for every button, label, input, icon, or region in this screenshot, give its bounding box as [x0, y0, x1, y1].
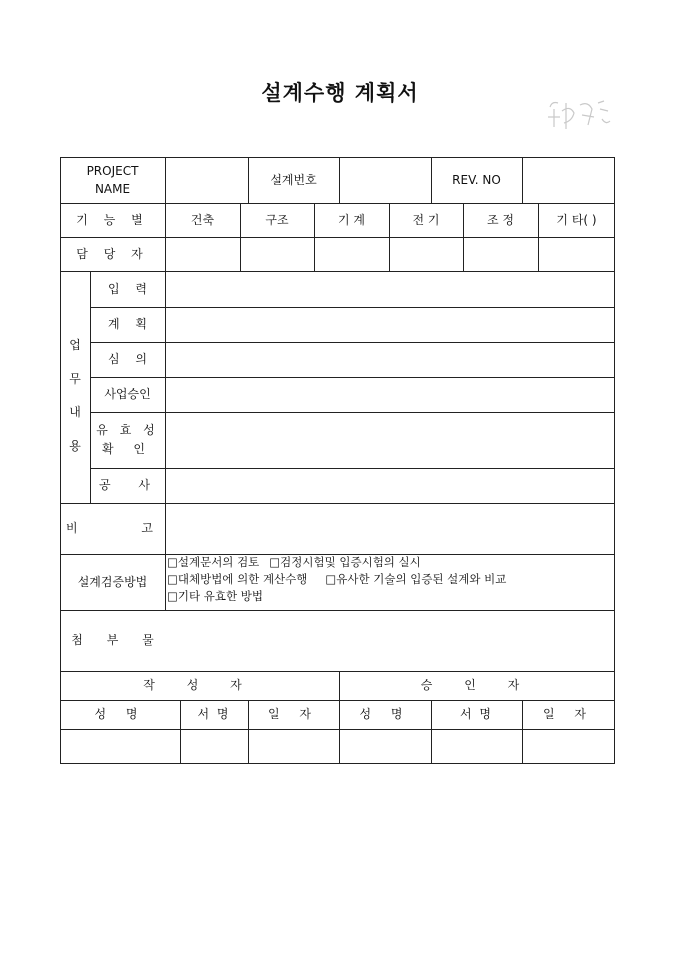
manager-label: 담 당 자: [76, 246, 149, 261]
approver-sign-header: 서 명: [460, 707, 493, 721]
work-row-input-label: 입 력: [108, 281, 153, 296]
author-date-field[interactable]: [249, 730, 339, 763]
work-row-planning-label: 계 획: [108, 317, 153, 331]
discipline-mechanical: 기 계: [338, 212, 365, 227]
attachments-label: 첨 부 물: [71, 633, 164, 647]
option-alternative-calculation[interactable]: □대체방법에 의한 계산수행: [167, 572, 308, 586]
work-row-review-label: 심 의: [108, 352, 153, 366]
work-row-construction-field[interactable]: [166, 469, 614, 503]
verification-label: 설계검증방법: [77, 574, 148, 589]
validity-label-line2: 확 인: [102, 442, 153, 456]
work-label-char-2: 무: [69, 371, 81, 386]
approver-name-field[interactable]: [340, 730, 431, 763]
document-title: 설계수행 계획서: [261, 80, 419, 105]
work-row-input-field[interactable]: [166, 272, 614, 307]
project-name-field[interactable]: [166, 158, 248, 203]
validity-label-line1: 유 효 성: [96, 423, 159, 437]
rev-no-label: REV. NO: [452, 172, 501, 187]
author-name-header: 성 명: [94, 707, 146, 721]
manager-electrical-field[interactable]: [390, 238, 463, 271]
rev-no-field[interactable]: [523, 158, 614, 203]
remarks-field[interactable]: [166, 504, 614, 554]
approver-date-header: 일 자: [543, 707, 594, 721]
manager-structure-field[interactable]: [241, 238, 314, 271]
work-label-char-1: 업: [69, 338, 81, 352]
discipline-architecture: 건축: [190, 212, 215, 227]
attachments-field[interactable]: [166, 611, 614, 671]
project-name-line1: PROJECT: [86, 164, 139, 178]
author-sign-header: 서 명: [197, 707, 231, 721]
work-row-approval-field[interactable]: [166, 378, 614, 412]
project-name-line2: NAME: [94, 182, 131, 196]
discipline-label: 기 능 별: [76, 212, 149, 227]
design-no-field[interactable]: [340, 158, 431, 203]
author-header: 작 성 자: [143, 678, 256, 692]
discipline-electrical: 전 기: [412, 212, 440, 227]
approver-date-field[interactable]: [523, 730, 614, 763]
work-label-char-3: 내: [69, 405, 81, 420]
work-content-group-label: [60, 337, 90, 455]
manager-architecture-field[interactable]: [166, 238, 240, 271]
author-sign-field[interactable]: [181, 730, 248, 763]
work-label-char-4: 용: [69, 438, 81, 453]
manager-mechanical-field[interactable]: [315, 238, 389, 271]
faint-stamp-mark: [544, 95, 614, 135]
verification-options: [167, 554, 613, 610]
discipline-structure: 구조: [265, 212, 289, 227]
manager-other-field[interactable]: [539, 238, 614, 271]
approver-name-header: 성 명: [359, 707, 411, 721]
work-row-review-field[interactable]: [166, 343, 614, 377]
manager-coordination-field[interactable]: [464, 238, 538, 271]
author-name-field[interactable]: [61, 730, 180, 763]
discipline-coordination: 조 정: [487, 212, 514, 227]
option-test-verification[interactable]: □검정시험및 입증시험의 실시: [269, 555, 421, 569]
discipline-other: 기 타( ): [556, 212, 597, 227]
remarks-label: 비 고: [66, 521, 183, 535]
author-date-header: 일 자: [268, 707, 319, 721]
work-row-validity-field[interactable]: [166, 413, 614, 468]
design-no-label: 설계번호: [270, 172, 317, 187]
option-other-method[interactable]: □기타 유효한 방법: [167, 589, 263, 603]
approver-sign-field[interactable]: [432, 730, 522, 763]
work-row-approval-label: 사업승인: [104, 387, 151, 401]
work-row-validity-label: [90, 412, 165, 468]
design-plan-form: [60, 157, 615, 764]
project-name-label: [60, 157, 165, 203]
work-row-planning-field[interactable]: [166, 308, 614, 342]
option-similar-design-comparison[interactable]: □유사한 기술의 입증된 설계와 비교: [325, 572, 507, 586]
approver-header: 승 인 자: [420, 678, 534, 692]
work-row-construction-label: 공 사: [99, 478, 162, 492]
option-document-review[interactable]: □설계문서의 검토: [167, 555, 260, 569]
